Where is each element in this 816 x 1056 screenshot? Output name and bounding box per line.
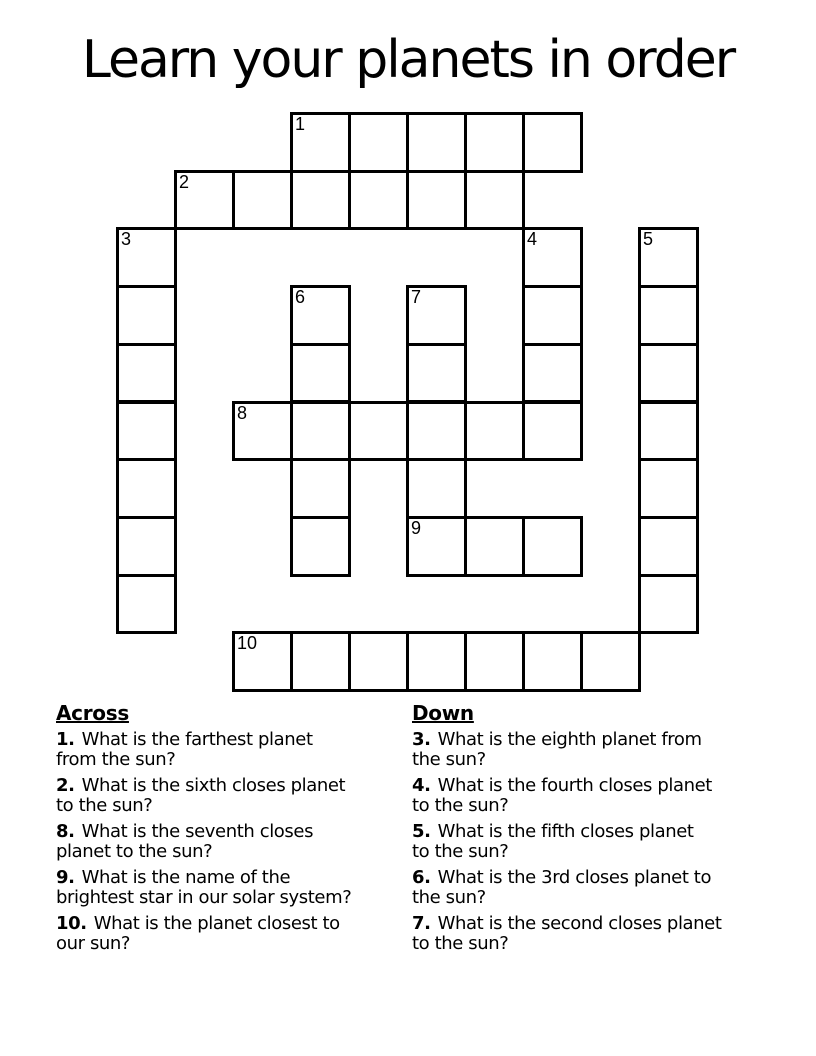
cell-number: 10: [237, 633, 258, 654]
grid-cell[interactable]: [116, 574, 177, 635]
cell-number: 7: [411, 287, 422, 308]
grid-cell[interactable]: [464, 170, 525, 231]
grid-cell[interactable]: [116, 285, 177, 346]
clue-number: 6.: [412, 867, 431, 888]
grid-cell[interactable]: [522, 285, 583, 346]
clue-line-1: What is the sixth closes planet: [81, 775, 346, 796]
grid-cell[interactable]: [638, 458, 699, 519]
grid-cell[interactable]: [464, 401, 525, 462]
grid-cell[interactable]: [580, 631, 641, 692]
grid-cell[interactable]: [464, 112, 525, 173]
clue-text: [56, 821, 313, 862]
grid-cell[interactable]: [406, 631, 467, 692]
across-heading: Across: [56, 701, 129, 725]
clue-line-2: brightest star in our solar system?: [56, 887, 352, 908]
clue-text: [412, 913, 722, 954]
clue-number: 2.: [56, 775, 75, 796]
grid-cell[interactable]: [290, 458, 351, 519]
grid-cell[interactable]: [406, 343, 467, 404]
grid-cell[interactable]: [522, 112, 583, 173]
clue-line-1: What is the 3rd closes planet to: [437, 867, 712, 888]
clue-across-1: [56, 730, 412, 770]
clue-line-2: planet to the sun?: [56, 841, 213, 862]
grid-cell[interactable]: [522, 516, 583, 577]
grid-cell[interactable]: [116, 516, 177, 577]
clue-down-3: [412, 730, 768, 770]
grid-cell[interactable]: [638, 343, 699, 404]
clue-number: 3.: [412, 729, 431, 750]
grid-cell[interactable]: [406, 401, 467, 462]
clue-across-8: [56, 822, 412, 862]
grid-cell[interactable]: [116, 458, 177, 519]
clue-across-2: [56, 776, 412, 816]
clue-down-4: [412, 776, 768, 816]
grid-cell[interactable]: [290, 631, 351, 692]
clue-line-1: What is the eighth planet from: [437, 729, 702, 750]
clue-number: 9.: [56, 867, 75, 888]
grid-cell[interactable]: [406, 112, 467, 173]
clue-line-2: our sun?: [56, 933, 131, 954]
across-clues-section: [56, 702, 412, 960]
grid-cell[interactable]: [638, 574, 699, 635]
clue-line-2: to the sun?: [412, 841, 509, 862]
clue-text: [412, 867, 711, 908]
clue-line-1: What is the fifth closes planet: [437, 821, 694, 842]
clue-line-2: to the sun?: [412, 795, 509, 816]
grid-cell[interactable]: [638, 285, 699, 346]
cell-number: 9: [411, 517, 422, 538]
page-title: Learn your planets in order: [81, 30, 735, 90]
clue-line-1: What is the fourth closes planet: [437, 775, 712, 796]
grid-cell[interactable]: [464, 631, 525, 692]
cell-number: 4: [527, 229, 538, 250]
clue-line-1: What is the second closes planet: [437, 913, 722, 934]
grid-cell[interactable]: [290, 401, 351, 462]
clue-line-2: the sun?: [412, 749, 486, 770]
grid-cell[interactable]: [406, 458, 467, 519]
crossword-grid: [116, 112, 701, 694]
grid-cell[interactable]: [116, 343, 177, 404]
down-heading: Down: [412, 701, 474, 725]
clue-text: [412, 821, 694, 862]
clue-number: 5.: [412, 821, 431, 842]
grid-cell[interactable]: [348, 401, 409, 462]
clue-line-2: to the sun?: [56, 795, 153, 816]
clue-text: [412, 729, 702, 770]
clue-text: [56, 775, 345, 816]
grid-cell[interactable]: [348, 112, 409, 173]
clue-line-1: What is the farthest planet: [81, 729, 313, 750]
clue-down-5: [412, 822, 768, 862]
clue-text: [56, 913, 340, 954]
grid-cell[interactable]: [638, 516, 699, 577]
cell-number: 3: [121, 229, 132, 250]
grid-cell[interactable]: [406, 170, 467, 231]
clue-number: 10.: [56, 913, 87, 934]
grid-cell[interactable]: [522, 631, 583, 692]
grid-cell[interactable]: [522, 401, 583, 462]
grid-cell[interactable]: [522, 343, 583, 404]
clue-across-10: [56, 914, 412, 954]
clue-line-2: to the sun?: [412, 933, 509, 954]
grid-cell[interactable]: [348, 631, 409, 692]
clue-line-1: What is the name of the: [81, 867, 291, 888]
clue-line-1: What is the seventh closes: [81, 821, 314, 842]
grid-cell[interactable]: [290, 170, 351, 231]
grid-cell[interactable]: [638, 401, 699, 462]
clue-down-7: [412, 914, 768, 954]
grid-cell[interactable]: [116, 401, 177, 462]
cell-number: 5: [643, 229, 654, 250]
clue-number: 7.: [412, 913, 431, 934]
clue-text: [56, 867, 351, 908]
clue-line-2: the sun?: [412, 887, 486, 908]
clue-down-6: [412, 868, 768, 908]
grid-cell[interactable]: [348, 170, 409, 231]
cell-number: 1: [295, 114, 306, 134]
clue-number: 1.: [56, 729, 75, 750]
grid-cell[interactable]: [290, 343, 351, 404]
cell-number: 8: [237, 402, 248, 423]
cell-number: 6: [295, 287, 306, 308]
clue-line-1: What is the planet closest to: [93, 913, 340, 934]
clue-number: 8.: [56, 821, 75, 842]
grid-cell[interactable]: [232, 170, 293, 231]
clue-text: [56, 729, 313, 770]
cell-number: 2: [179, 171, 190, 192]
clue-text: [412, 775, 712, 816]
grid-cell[interactable]: [290, 516, 351, 577]
grid-cell[interactable]: [464, 516, 525, 577]
down-clues-section: [412, 702, 768, 960]
clue-across-9: [56, 868, 412, 908]
clue-number: 4.: [412, 775, 431, 796]
clue-line-2: from the sun?: [56, 749, 176, 770]
